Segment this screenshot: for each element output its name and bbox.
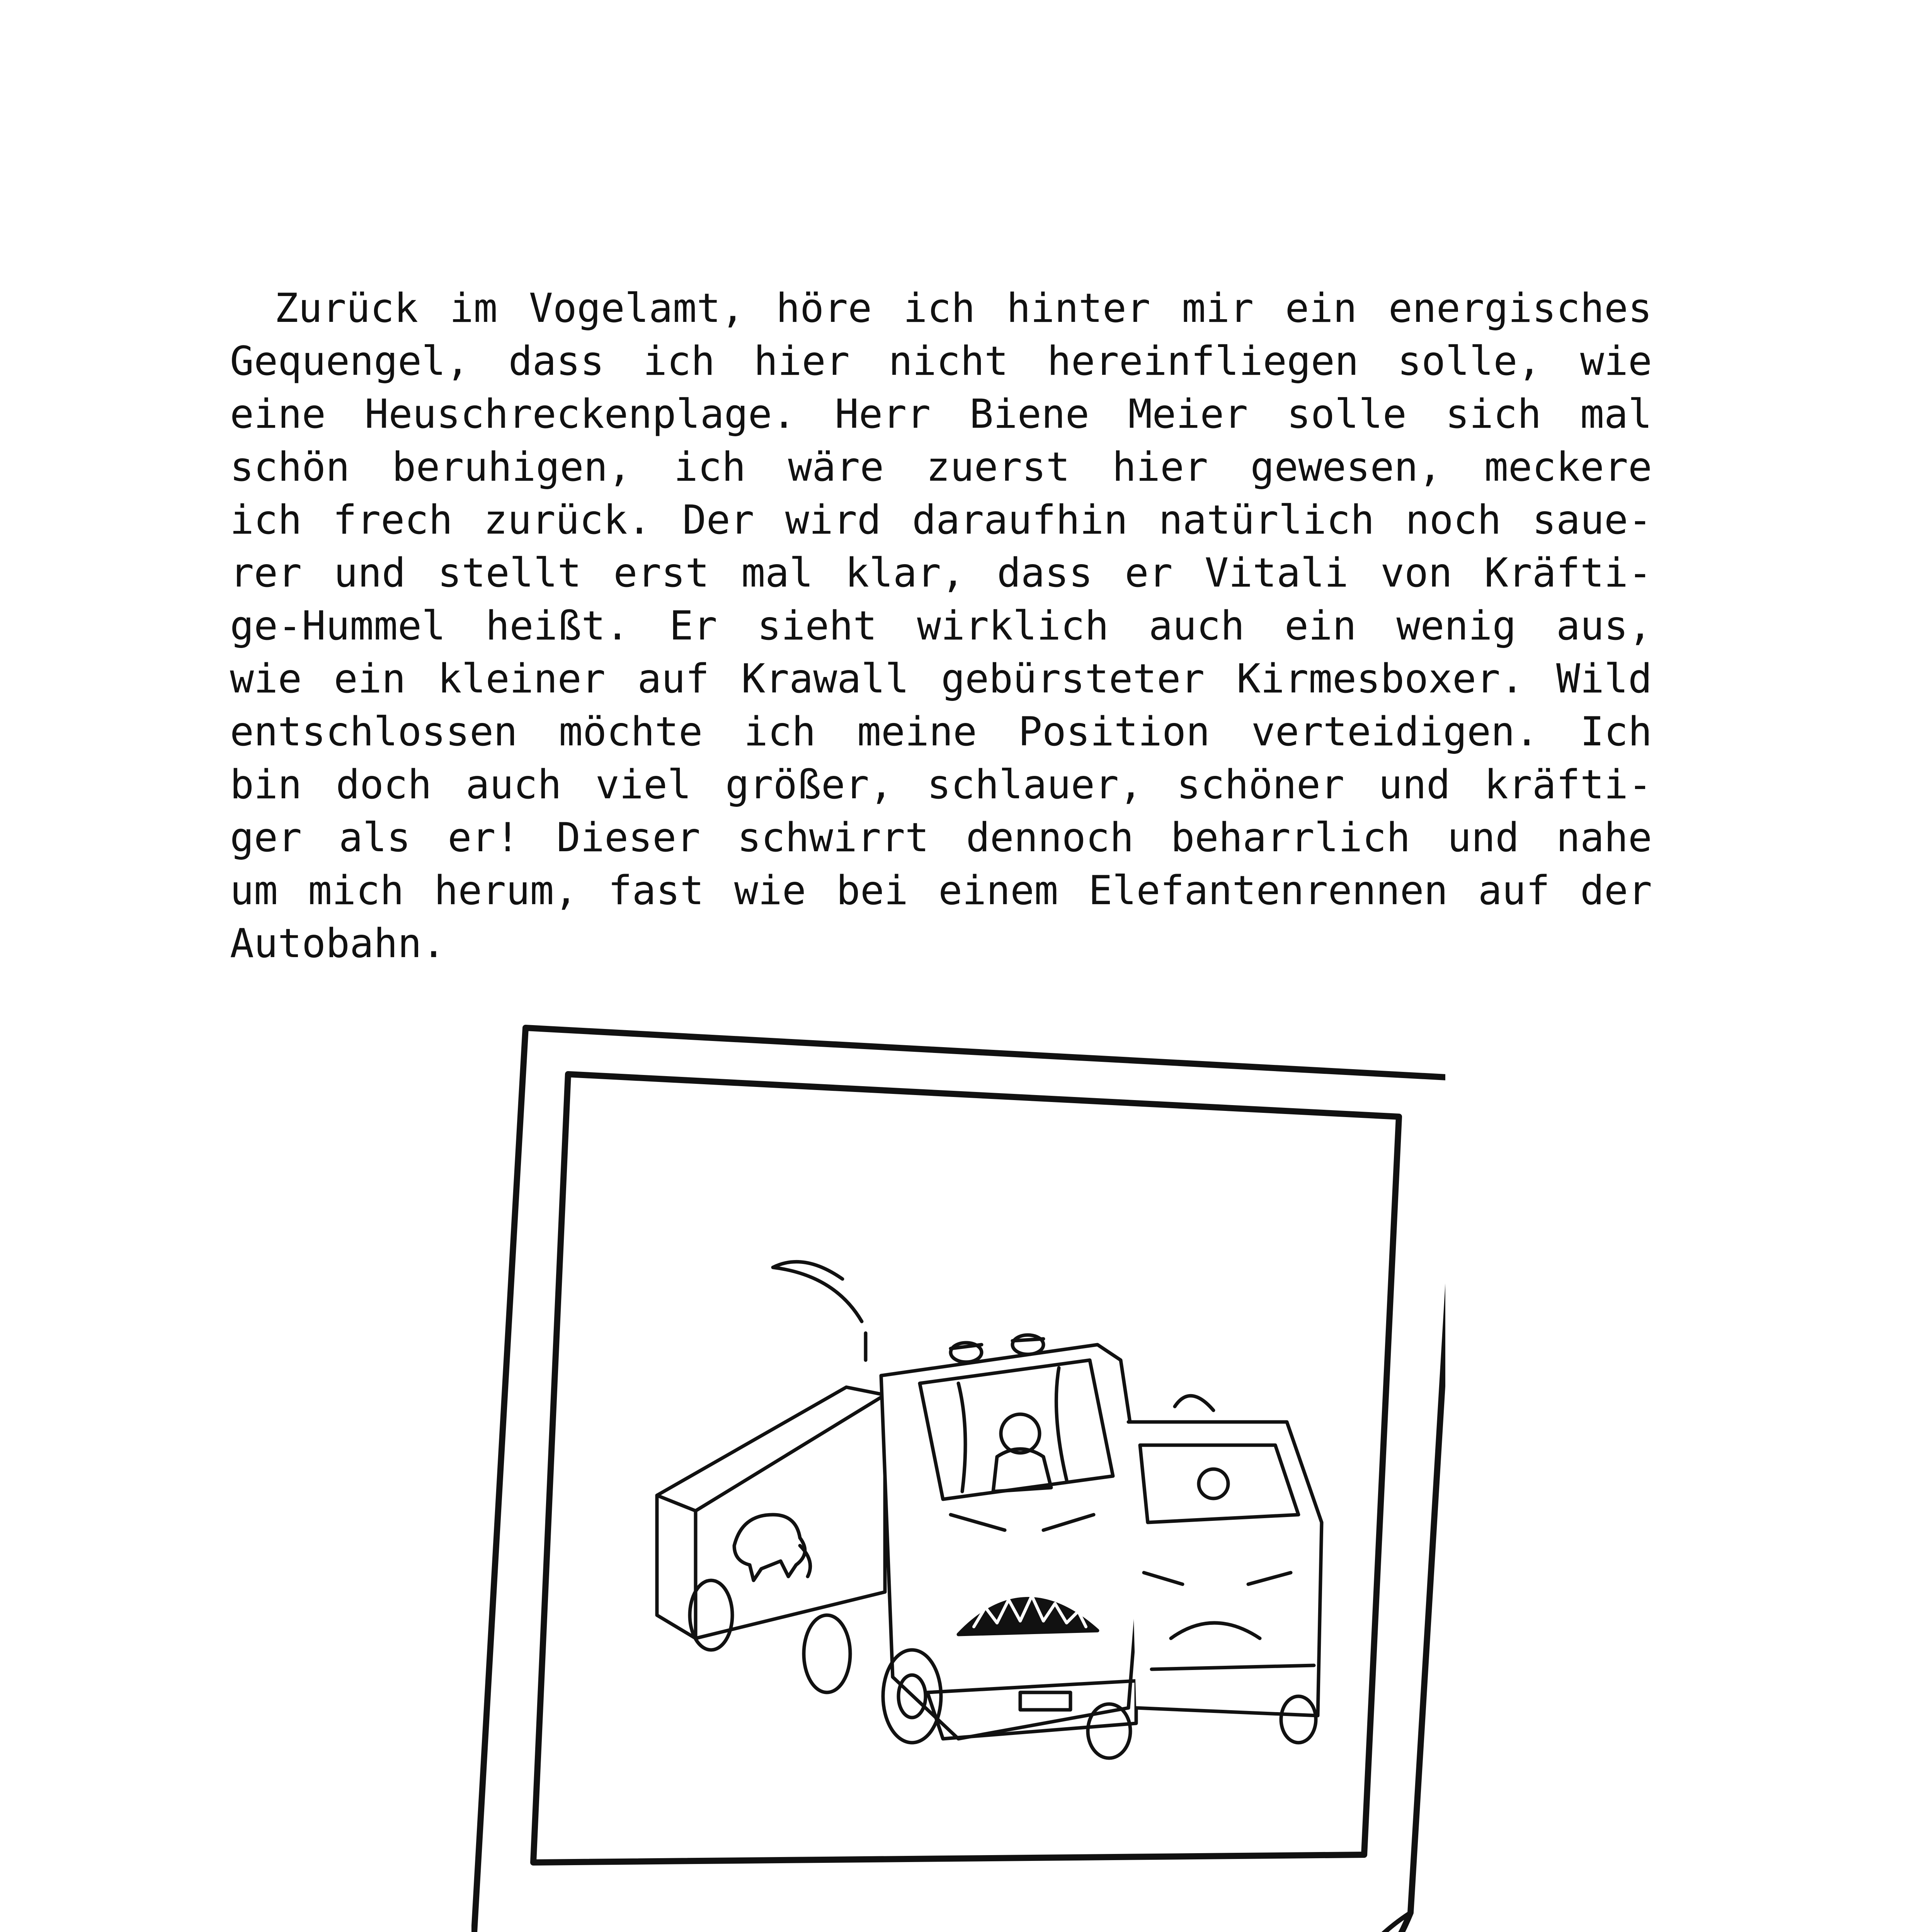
polaroid-photo-angry-trucks-icon	[471, 1012, 1445, 1932]
text-line: um mich herum, fast wie bei einem Elefantenrennen auf der	[230, 867, 1652, 914]
paragraph-1	[230, 282, 1652, 970]
text-line: Zurück im Vogelamt, höre ich hinter mir ein energisches	[274, 285, 1652, 332]
text-line: Gequengel, dass ich hier nicht hereinfliegen solle, wie	[230, 338, 1652, 384]
text-line: wie ein kleiner auf Krawall gebürsteter Kirmesboxer. Wild	[230, 656, 1652, 702]
text-line: schön beruhigen, ich wäre zuerst hier gewesen, meckere	[230, 444, 1652, 490]
text-line: ger als er! Dieser schwirrt dennoch beharrlich und nahe	[230, 815, 1652, 861]
text-line: ge-Hummel heißt. Er sieht wirklich auch ein wenig aus,	[230, 603, 1652, 649]
text-line: eine Heuschreckenplage. Herr Biene Meier solle sich mal	[230, 391, 1652, 437]
text-line: Autobahn.	[230, 920, 446, 967]
text-line: bin doch auch viel größer, schlauer, schöner und kräfti-	[230, 762, 1652, 808]
text-line: entschlossen möchte ich meine Position verteidigen. Ich	[230, 709, 1652, 755]
text-line: ich frech zurück. Der wird daraufhin natürlich noch saue-	[230, 497, 1652, 543]
text-line: rer und stellt erst mal klar, dass er Vitali von Kräfti-	[230, 550, 1652, 596]
